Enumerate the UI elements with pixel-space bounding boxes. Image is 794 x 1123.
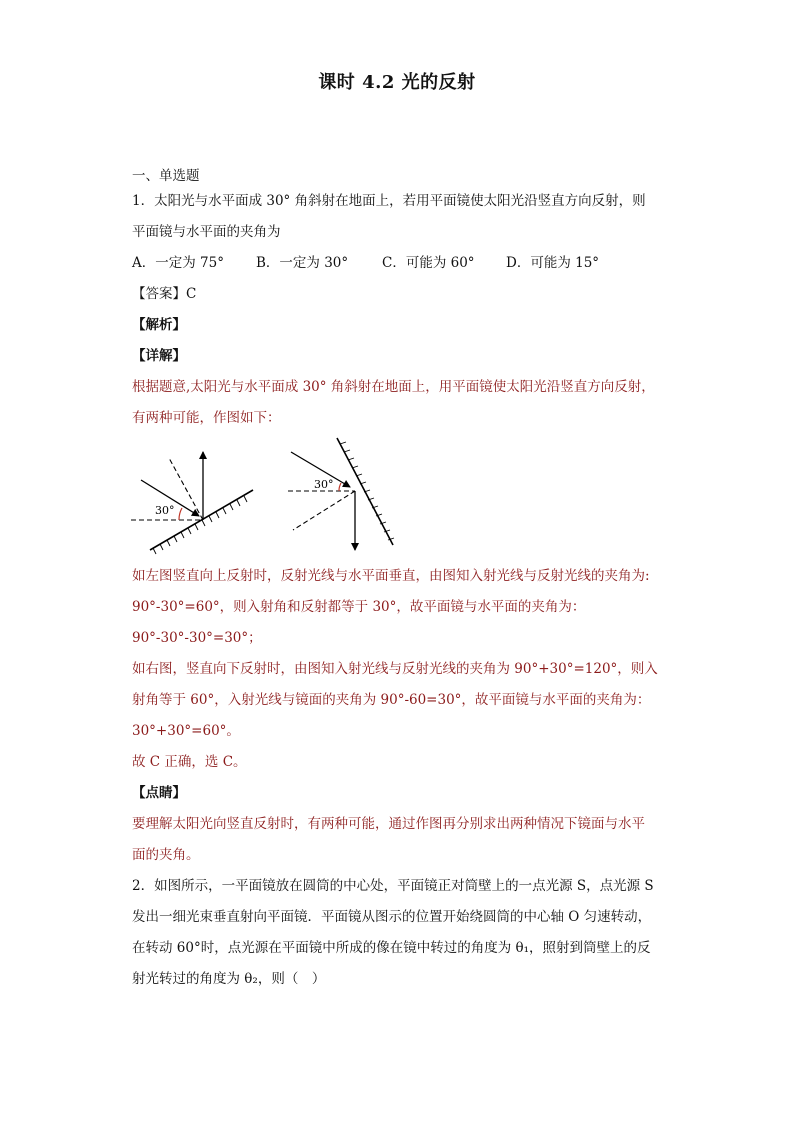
- q1-tip-line2: 面的夹角。: [132, 847, 200, 863]
- q1-stem-line1: 1．太阳光与水平面成 30° 角斜射在地面上，若用平面镜使太阳光沿竖直方向反射，则: [132, 193, 646, 209]
- q1-stem-line2: 平面镜与水平面的夹角为: [132, 224, 281, 240]
- section-heading: 一、单选题: [132, 168, 200, 184]
- q1-tip-line1: 要理解太阳光向竖直反射时，有两种可能，通过作图再分别求出两种情况下镜面与水平: [132, 816, 645, 832]
- left-angle-arc: [179, 508, 182, 520]
- q1-explain-line7: 故 C 正确，选 C。: [132, 754, 247, 770]
- q1-explain-line4: 如右图，竖直向下反射时，由图知入射光线与反射光线的夹角为 90°+30°=120°，则入: [132, 661, 658, 677]
- q1-explain-line6: 30°+30°=60°。: [132, 723, 240, 739]
- q2-stem-line2: 发出一细光束垂直射向平面镜．平面镜从图示的位置开始绕圆筒的中心轴 O 匀速转动，: [132, 909, 652, 925]
- q1-analysis-label: 【解析】: [132, 317, 186, 333]
- q1-answer: 【答案】C: [132, 286, 197, 302]
- page-title: 课时 4.2 光的反射: [318, 72, 476, 93]
- q1-detail-label: 【详解】: [132, 348, 186, 364]
- right-angle-arc: [339, 483, 341, 491]
- right-diagram: [288, 438, 394, 550]
- q1-detail-line2: 有两种可能，作图如下：: [132, 410, 281, 426]
- q1-option-b: B．一定为 30°: [256, 255, 349, 271]
- reflection-diagram: [125, 432, 425, 557]
- q2-stem-line4: 射光转过的角度为 θ₂，则（ ）: [132, 971, 326, 987]
- left-angle-label: 30°: [155, 504, 175, 517]
- q2-stem-line3: 在转动 60°时，点光源在平面镜中所成的像在镜中转过的角度为 θ₁，照射到筒壁上的反: [132, 940, 651, 956]
- q1-detail-line1: 根据题意,太阳光与水平面成 30° 角斜射在地面上，用平面镜使太阳光沿竖直方向反射，: [132, 379, 655, 395]
- q1-explain-line1: 如左图竖直向上反射时，反射光线与水平面垂直，由图知入射光线与反射光线的夹角为:: [132, 568, 650, 584]
- q1-explain-line5: 射角等于 60°，入射光线与镜面的夹角为 90°-60=30°，故平面镜与水平面的夹角为：: [132, 692, 651, 708]
- q1-option-a: A．一定为 75°: [132, 255, 224, 271]
- q1-explain-line2: 90°-30°=60°，则入射角和反射都等于 30°，故平面镜与水平面的夹角为：: [132, 599, 586, 615]
- left-diagram: [131, 452, 253, 554]
- q1-options: [132, 253, 599, 273]
- q1-option-c: C．可能为 60°: [382, 255, 475, 271]
- q1-explain-line3: 90°-30°-30°=30°；: [132, 630, 262, 646]
- q1-option-d: D．可能为 15°: [506, 255, 600, 271]
- right-normal-dash: [293, 491, 355, 530]
- q2-stem-line1: 2．如图所示，一平面镜放在圆筒的中心处，平面镜正对筒壁上的一点光源 S，点光源 S: [132, 878, 654, 894]
- right-angle-label: 30°: [314, 478, 334, 491]
- q1-tip-label: 【点睛】: [132, 785, 186, 801]
